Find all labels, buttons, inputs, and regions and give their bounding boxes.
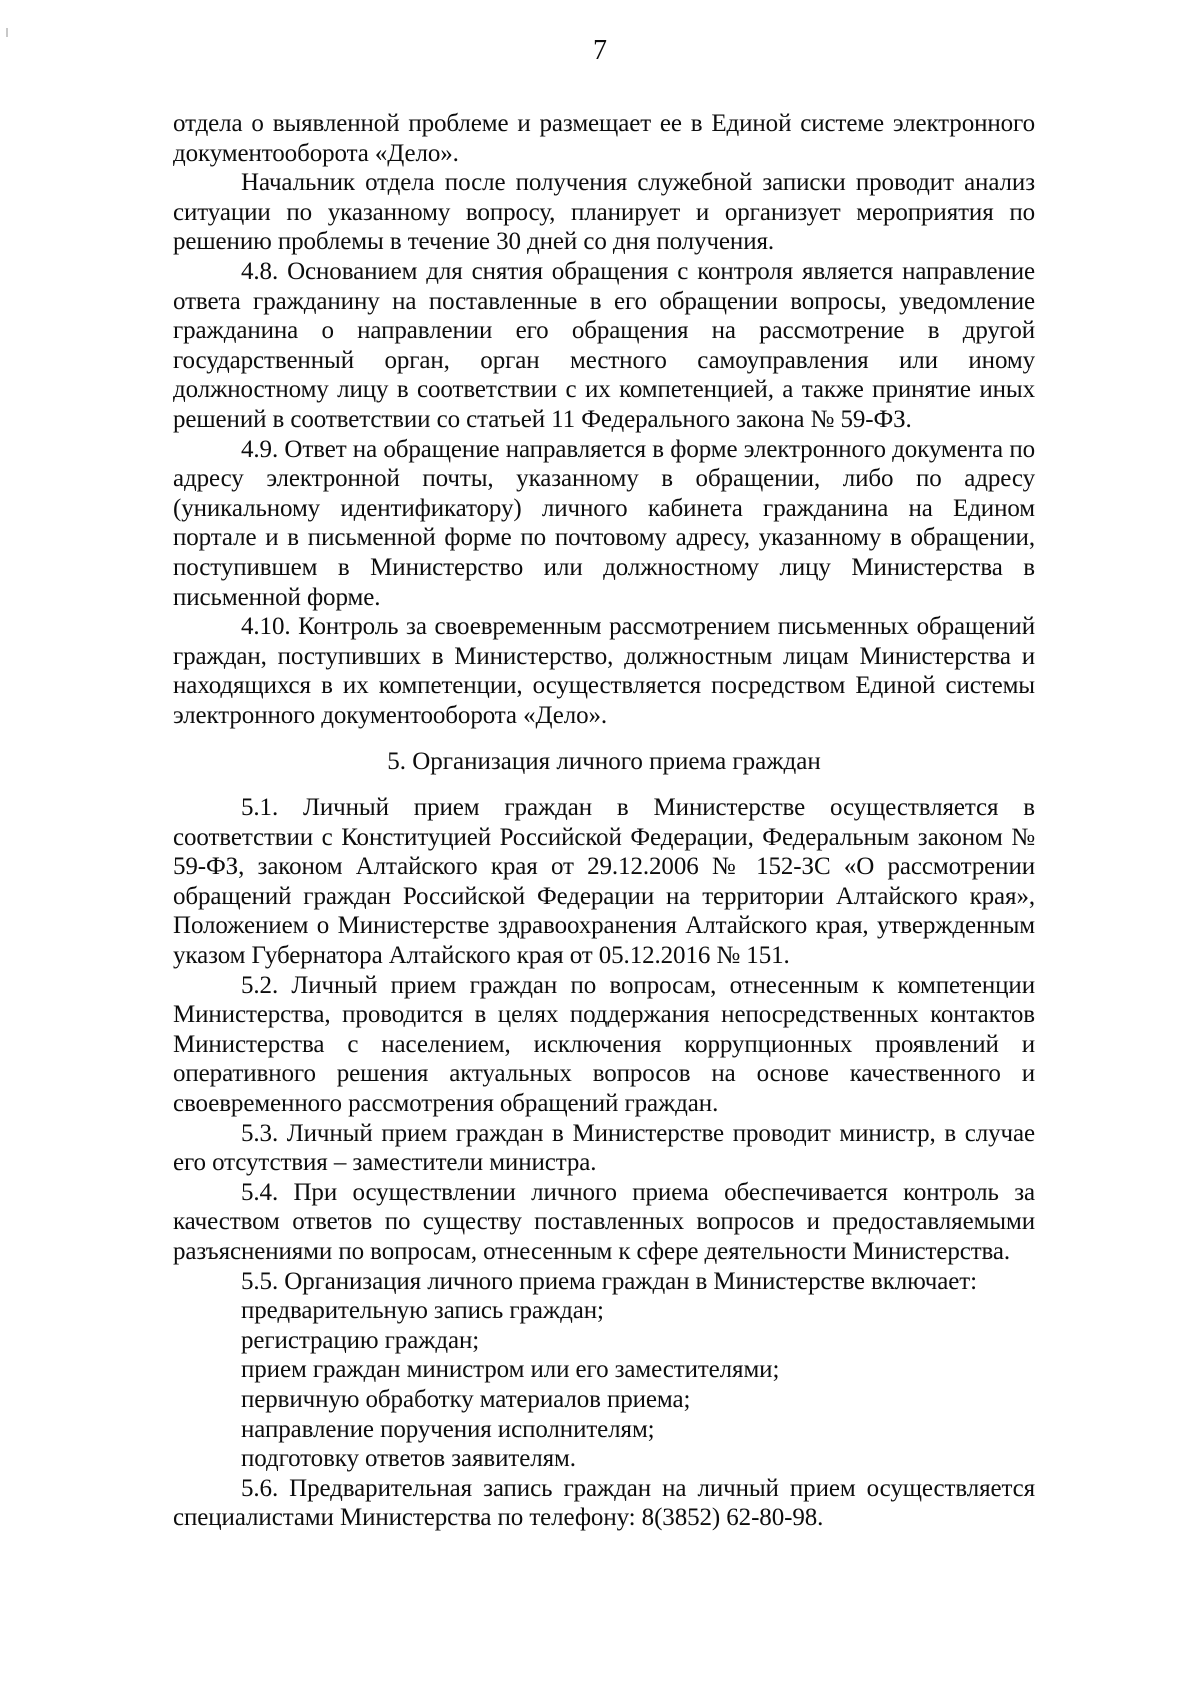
- list-item: направление поручения исполнителям;: [241, 1415, 655, 1443]
- paragraph-5-2: 5.2. Личный прием граждан по вопросам, отнесенным к компетенции Министерства, проводится в целях поддержания непосредственных контактов Министерства с населением, исключения коррупционных проявлений и оперативного решения актуальных вопросов на основе качественного и своевременного рассмотрения обращений граждан.: [173, 971, 1035, 1117]
- paragraph-5-5: 5.5. Организация личного приема граждан в Министерстве включает:: [241, 1267, 977, 1295]
- paragraph-department-head: Начальник отдела после получения служебной записки проводит анализ ситуации по указанному вопросу, планирует и организует мероприятия по решению проблемы в течение 30 дней со дня получения.: [173, 169, 1035, 256]
- list-item: регистрацию граждан;: [241, 1326, 480, 1354]
- list-item: предварительную запись граждан;: [241, 1297, 604, 1325]
- paragraph-4-8: 4.8. Основанием для снятия обращения с контроля является направление ответа гражданину на поставленные в его обращении вопросы, уведомление гражданина о направлении его обращения на рассмотрение в другой государственный орган, орган местного самоуправления или иному должностному лицу в соответствии с их компетенцией, а также принятие иных решений в соответствии со статьей 11 Федерального закона № 59-ФЗ.: [173, 257, 1035, 433]
- paragraph-5-3: 5.3. Личный прием граждан в Министерстве проводит министр, в случае его отсутствия – заместители министра.: [173, 1119, 1035, 1177]
- paragraph-5-6: 5.6. Предварительная запись граждан на личный прием осуществляется специалистами Министерства по телефону: 8(3852) 62-80-98.: [173, 1474, 1035, 1532]
- paragraph-4-9: 4.9. Ответ на обращение направляется в форме электронного документа по адресу электронной почты, указанному в обращении, либо по адресу (уникальному идентификатору) личного кабинета гражданина на Едином портале и в письменной форме по почтовому адресу, указанному в обращении, поступившем в Министерство или должностному лицу Министерства в письменной форме.: [173, 435, 1035, 611]
- list-item: подготовку ответов заявителям.: [241, 1445, 576, 1473]
- section-heading: 5. Организация личного приема граждан: [387, 748, 821, 776]
- paragraph-continuation: отдела о выявленной проблеме и размещает ее в Единой системе электронного документооборота «Дело».: [173, 110, 1035, 167]
- paragraph-5-4: 5.4. При осуществлении личного приема обеспечивается контроль за качеством ответов по существу поставленных вопросов и предоставляемыми разъяснениями по вопросам, отнесенным к сфере деятельности Министерства.: [173, 1178, 1035, 1265]
- list-item: первичную обработку материалов приема;: [241, 1385, 691, 1413]
- paragraph-4-10: 4.10. Контроль за своевременным рассмотрением письменных обращений граждан, поступивших в Министерство, должностным лицам Министерства и находящихся в их компетенции, осуществляется посредством Единой системы электронного документооборота «Дело».: [173, 613, 1035, 729]
- list-item: прием граждан министром или его заместителями;: [241, 1356, 780, 1384]
- document-body: [173, 109, 1035, 1533]
- page-number: 7: [593, 35, 607, 66]
- paragraph-5-1: 5.1. Личный прием граждан в Министерстве осуществляется в соответствии с Конституцией Российской Федерации, Федеральным законом № 59-ФЗ, законом Алтайского края от 29.12.2006 № 152-ЗС «О рассмотрении обращений граждан Российской Федерации на территории Алтайского края», Положением о Министерстве здравоохранения Алтайского края, утвержденным указом Губернатора Алтайского края от 05.12.2016 № 151.: [173, 794, 1035, 970]
